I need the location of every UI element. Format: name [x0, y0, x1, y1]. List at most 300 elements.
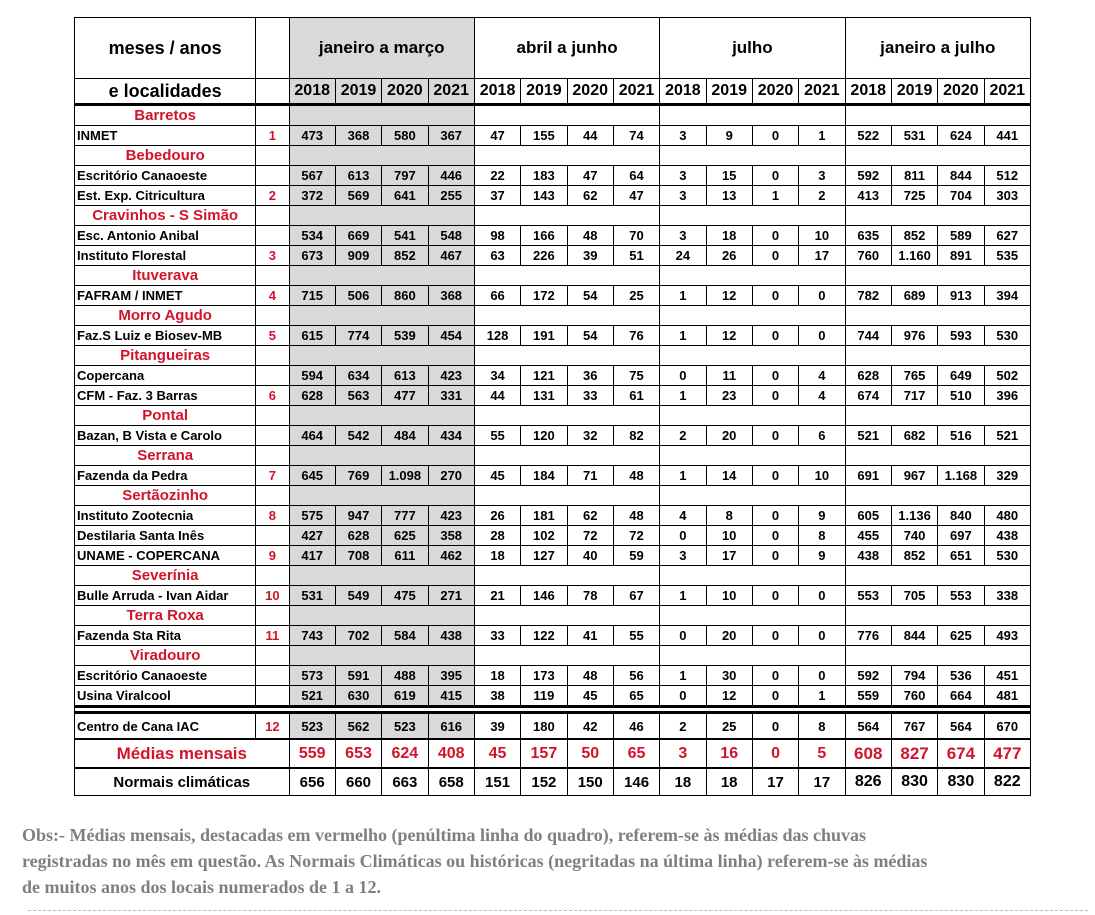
value-cell: 559 [289, 739, 335, 768]
value-cell: 523 [382, 713, 428, 740]
climate-normals-row [75, 768, 1031, 796]
value-cell: 25 [706, 713, 752, 740]
value-cell: 67 [613, 586, 659, 606]
value-cell: 976 [891, 326, 937, 346]
value-cell: 769 [335, 466, 381, 486]
value-cell: 1 [799, 686, 845, 707]
value-cell: 624 [382, 739, 428, 768]
value-cell: 30 [706, 666, 752, 686]
value-cell: 651 [938, 546, 984, 566]
value-cell: 0 [752, 546, 798, 566]
value-cell: 663 [382, 768, 428, 796]
region-blank-cell [660, 146, 845, 166]
value-cell: 39 [567, 246, 613, 266]
value-cell: 14 [706, 466, 752, 486]
value-cell: 395 [428, 666, 474, 686]
station-number [256, 666, 289, 686]
region-blank-cell [845, 146, 1030, 166]
value-cell: 172 [521, 286, 567, 306]
region-blank-cell [289, 266, 474, 286]
value-cell: 564 [845, 713, 891, 740]
value-cell: 584 [382, 626, 428, 646]
value-cell: 150 [567, 768, 613, 796]
region-num-blank [256, 105, 289, 126]
value-cell: 0 [752, 246, 798, 266]
value-cell: 48 [567, 666, 613, 686]
station-number: 9 [256, 546, 289, 566]
region-num-blank [256, 406, 289, 426]
region-name: Barretos [75, 105, 256, 126]
value-cell: 774 [335, 326, 381, 346]
value-cell: 72 [613, 526, 659, 546]
value-cell: 131 [521, 386, 567, 406]
header-localities: e localidades [75, 79, 256, 105]
value-cell: 635 [845, 226, 891, 246]
value-cell: 331 [428, 386, 474, 406]
region-name: Viradouro [75, 646, 256, 666]
value-cell: 717 [891, 386, 937, 406]
value-cell: 488 [382, 666, 428, 686]
region-blank-cell [289, 206, 474, 226]
value-cell: 794 [891, 666, 937, 686]
value-cell: 51 [613, 246, 659, 266]
station-number [256, 166, 289, 186]
value-cell: 530 [984, 546, 1030, 566]
value-cell: 0 [799, 626, 845, 646]
value-cell: 18 [706, 768, 752, 796]
value-cell: 5 [799, 739, 845, 768]
value-cell: 9 [799, 546, 845, 566]
value-cell: 181 [521, 506, 567, 526]
value-cell: 765 [891, 366, 937, 386]
header-year-cell: 2021 [984, 79, 1030, 105]
value-cell: 102 [521, 526, 567, 546]
value-cell: 1.098 [382, 466, 428, 486]
value-cell: 1 [660, 326, 706, 346]
station-number: 11 [256, 626, 289, 646]
value-cell: 691 [845, 466, 891, 486]
region-blank-cell [845, 306, 1030, 326]
value-cell: 510 [938, 386, 984, 406]
table-row [75, 586, 1031, 606]
table-row [75, 546, 1031, 566]
value-cell: 184 [521, 466, 567, 486]
value-cell: 3 [660, 739, 706, 768]
value-cell: 368 [428, 286, 474, 306]
value-cell: 37 [474, 186, 520, 206]
region-row [75, 446, 1031, 466]
value-cell: 16 [706, 739, 752, 768]
value-cell: 649 [938, 366, 984, 386]
region-blank-cell [660, 406, 845, 426]
value-cell: 45 [567, 686, 613, 707]
region-row [75, 346, 1031, 366]
table-row [75, 186, 1031, 206]
value-cell: 605 [845, 506, 891, 526]
header-year-cell: 2018 [289, 79, 335, 105]
region-blank-cell [660, 306, 845, 326]
region-row [75, 146, 1031, 166]
value-cell: 18 [474, 666, 520, 686]
value-cell: 54 [567, 286, 613, 306]
value-cell: 548 [428, 226, 474, 246]
value-cell: 0 [799, 586, 845, 606]
station-name: Destilaria Santa Inês [75, 526, 256, 546]
value-cell: 660 [335, 768, 381, 796]
value-cell: 122 [521, 626, 567, 646]
station-name: Bazan, B Vista e Carolo [75, 426, 256, 446]
page-cut-line [28, 910, 1088, 915]
value-cell: 166 [521, 226, 567, 246]
value-cell: 592 [845, 166, 891, 186]
value-cell: 567 [289, 166, 335, 186]
value-cell: 15 [706, 166, 752, 186]
station-number [256, 426, 289, 446]
header-num-blank-2 [256, 79, 289, 105]
value-cell: 531 [289, 586, 335, 606]
value-cell: 473 [289, 126, 335, 146]
value-cell: 394 [984, 286, 1030, 306]
region-name: Sertãozinho [75, 486, 256, 506]
value-cell: 415 [428, 686, 474, 707]
value-cell: 697 [938, 526, 984, 546]
value-cell: 2 [799, 186, 845, 206]
station-number [256, 226, 289, 246]
value-cell: 64 [613, 166, 659, 186]
station-name: UNAME - COPERCANA [75, 546, 256, 566]
value-cell: 534 [289, 226, 335, 246]
value-cell: 613 [335, 166, 381, 186]
value-cell: 56 [613, 666, 659, 686]
region-row [75, 606, 1031, 626]
header-year-cell: 2021 [799, 79, 845, 105]
value-cell: 446 [428, 166, 474, 186]
table-row [75, 666, 1031, 686]
station-number: 1 [256, 126, 289, 146]
value-cell: 17 [799, 246, 845, 266]
value-cell: 740 [891, 526, 937, 546]
header-row-years [75, 79, 1031, 105]
value-cell: 760 [891, 686, 937, 707]
value-cell: 22 [474, 166, 520, 186]
rainfall-table-wrapper [74, 17, 1031, 796]
value-cell: 48 [567, 226, 613, 246]
region-name: Cravinhos - S Simão [75, 206, 256, 226]
station-name: Instituto Zootecnia [75, 506, 256, 526]
region-blank-cell [660, 346, 845, 366]
value-cell: 40 [567, 546, 613, 566]
value-cell: 20 [706, 426, 752, 446]
value-cell: 71 [567, 466, 613, 486]
value-cell: 1.136 [891, 506, 937, 526]
value-cell: 61 [613, 386, 659, 406]
region-num-blank [256, 206, 289, 226]
value-cell: 673 [289, 246, 335, 266]
centro-name: Centro de Cana IAC [75, 713, 256, 740]
value-cell: 611 [382, 546, 428, 566]
value-cell: 628 [845, 366, 891, 386]
value-cell: 743 [289, 626, 335, 646]
value-cell: 777 [382, 506, 428, 526]
value-cell: 438 [428, 626, 474, 646]
value-cell: 127 [521, 546, 567, 566]
header-year-cell: 2021 [613, 79, 659, 105]
value-cell: 506 [335, 286, 381, 306]
header-year-cell: 2020 [938, 79, 984, 105]
region-blank-cell [474, 606, 659, 626]
value-cell: 24 [660, 246, 706, 266]
table-row [75, 366, 1031, 386]
value-cell: 564 [938, 713, 984, 740]
table-row [75, 126, 1031, 146]
station-name: Escritório Canaoeste [75, 666, 256, 686]
value-cell: 338 [984, 586, 1030, 606]
value-cell: 563 [335, 386, 381, 406]
table-row [75, 506, 1031, 526]
value-cell: 522 [845, 126, 891, 146]
header-year-cell: 2020 [752, 79, 798, 105]
region-blank-cell [289, 306, 474, 326]
value-cell: 180 [521, 713, 567, 740]
region-name: Morro Agudo [75, 306, 256, 326]
value-cell: 467 [428, 246, 474, 266]
region-blank-cell [289, 566, 474, 586]
value-cell: 18 [706, 226, 752, 246]
value-cell: 3 [660, 126, 706, 146]
value-cell: 0 [752, 586, 798, 606]
station-number: 4 [256, 286, 289, 306]
value-cell: 580 [382, 126, 428, 146]
value-cell: 155 [521, 126, 567, 146]
value-cell: 33 [567, 386, 613, 406]
table-row [75, 686, 1031, 707]
region-blank-cell [845, 486, 1030, 506]
station-number: 5 [256, 326, 289, 346]
region-blank-cell [845, 566, 1030, 586]
value-cell: 844 [891, 626, 937, 646]
region-row [75, 646, 1031, 666]
station-name: Faz.S Luiz e Biosev-MB [75, 326, 256, 346]
region-name: Serrana [75, 446, 256, 466]
header-year-cell: 2019 [706, 79, 752, 105]
region-blank-cell [660, 646, 845, 666]
header-year-cell: 2021 [428, 79, 474, 105]
value-cell: 23 [706, 386, 752, 406]
header-year-cell: 2020 [382, 79, 428, 105]
value-cell: 38 [474, 686, 520, 707]
value-cell: 592 [845, 666, 891, 686]
value-cell: 157 [521, 739, 567, 768]
value-cell: 840 [938, 506, 984, 526]
header-year-cell: 2019 [335, 79, 381, 105]
region-blank-cell [845, 406, 1030, 426]
value-cell: 0 [752, 626, 798, 646]
value-cell: 48 [613, 466, 659, 486]
region-num-blank [256, 266, 289, 286]
value-cell: 3 [660, 166, 706, 186]
value-cell: 715 [289, 286, 335, 306]
value-cell: 860 [382, 286, 428, 306]
region-name: Severínia [75, 566, 256, 586]
value-cell: 66 [474, 286, 520, 306]
value-cell: 549 [335, 586, 381, 606]
value-cell: 909 [335, 246, 381, 266]
value-cell: 74 [613, 126, 659, 146]
value-cell: 627 [984, 226, 1030, 246]
value-cell: 0 [752, 466, 798, 486]
value-cell: 830 [938, 768, 984, 796]
value-cell: 54 [567, 326, 613, 346]
table-row [75, 626, 1031, 646]
value-cell: 0 [752, 286, 798, 306]
value-cell: 760 [845, 246, 891, 266]
value-cell: 725 [891, 186, 937, 206]
station-number: 10 [256, 586, 289, 606]
value-cell: 702 [335, 626, 381, 646]
value-cell: 462 [428, 546, 474, 566]
value-cell: 541 [382, 226, 428, 246]
value-cell: 797 [382, 166, 428, 186]
value-cell: 65 [613, 686, 659, 707]
value-cell: 36 [567, 366, 613, 386]
table-row [75, 326, 1031, 346]
station-number [256, 366, 289, 386]
value-cell: 423 [428, 366, 474, 386]
region-blank-cell [660, 486, 845, 506]
region-blank-cell [845, 105, 1030, 126]
region-blank-cell [474, 346, 659, 366]
value-cell: 0 [752, 226, 798, 246]
region-row [75, 566, 1031, 586]
region-blank-cell [845, 446, 1030, 466]
value-cell: 34 [474, 366, 520, 386]
header-year-cell: 2019 [891, 79, 937, 105]
value-cell: 26 [706, 246, 752, 266]
region-blank-cell [660, 446, 845, 466]
value-cell: 303 [984, 186, 1030, 206]
value-cell: 744 [845, 326, 891, 346]
value-cell: 782 [845, 286, 891, 306]
value-cell: 62 [567, 186, 613, 206]
value-cell: 11 [706, 366, 752, 386]
station-name: Est. Exp. Citricultura [75, 186, 256, 206]
station-name: Escritório Canaoeste [75, 166, 256, 186]
value-cell: 9 [799, 506, 845, 526]
value-cell: 708 [335, 546, 381, 566]
value-cell: 539 [382, 326, 428, 346]
region-blank-cell [289, 406, 474, 426]
region-num-blank [256, 146, 289, 166]
table-row [75, 386, 1031, 406]
station-name: Instituto Florestal [75, 246, 256, 266]
value-cell: 271 [428, 586, 474, 606]
value-cell: 98 [474, 226, 520, 246]
value-cell: 44 [474, 386, 520, 406]
value-cell: 593 [938, 326, 984, 346]
value-cell: 70 [613, 226, 659, 246]
value-cell: 562 [335, 713, 381, 740]
value-cell: 270 [428, 466, 474, 486]
value-cell: 4 [660, 506, 706, 526]
value-cell: 8 [799, 526, 845, 546]
value-cell: 826 [845, 768, 891, 796]
header-group-jan-jul: janeiro a julho [845, 18, 1030, 79]
value-cell: 1 [752, 186, 798, 206]
value-cell: 634 [335, 366, 381, 386]
value-cell: 1 [660, 666, 706, 686]
header-months-years: meses / anos [75, 18, 256, 79]
region-blank-cell [845, 646, 1030, 666]
value-cell: 358 [428, 526, 474, 546]
region-name: Ituverava [75, 266, 256, 286]
value-cell: 704 [938, 186, 984, 206]
table-row [75, 526, 1031, 546]
region-blank-cell [289, 486, 474, 506]
value-cell: 0 [799, 326, 845, 346]
value-cell: 78 [567, 586, 613, 606]
value-cell: 33 [474, 626, 520, 646]
value-cell: 616 [428, 713, 474, 740]
value-cell: 477 [984, 739, 1030, 768]
region-row [75, 306, 1031, 326]
value-cell: 521 [845, 426, 891, 446]
header-year-cell: 2018 [845, 79, 891, 105]
value-cell: 481 [984, 686, 1030, 707]
value-cell: 464 [289, 426, 335, 446]
value-cell: 0 [799, 666, 845, 686]
value-cell: 455 [845, 526, 891, 546]
value-cell: 119 [521, 686, 567, 707]
region-blank-cell [845, 266, 1030, 286]
value-cell: 2 [660, 713, 706, 740]
value-cell: 55 [613, 626, 659, 646]
value-cell: 967 [891, 466, 937, 486]
value-cell: 438 [984, 526, 1030, 546]
value-cell: 8 [706, 506, 752, 526]
region-blank-cell [289, 146, 474, 166]
monthly-averages-label: Médias mensais [75, 739, 290, 768]
value-cell: 1 [660, 466, 706, 486]
value-cell: 573 [289, 666, 335, 686]
value-cell: 76 [613, 326, 659, 346]
rainfall-table [74, 17, 1031, 796]
region-blank-cell [474, 486, 659, 506]
value-cell: 530 [984, 326, 1030, 346]
region-name: Terra Roxa [75, 606, 256, 626]
value-cell: 3 [660, 186, 706, 206]
region-blank-cell [660, 566, 845, 586]
header-year-cell: 2020 [567, 79, 613, 105]
value-cell: 372 [289, 186, 335, 206]
value-cell: 48 [613, 506, 659, 526]
value-cell: 4 [799, 366, 845, 386]
value-cell: 844 [938, 166, 984, 186]
value-cell: 396 [984, 386, 1030, 406]
value-cell: 624 [938, 126, 984, 146]
value-cell: 146 [613, 768, 659, 796]
value-cell: 3 [660, 226, 706, 246]
value-cell: 0 [752, 713, 798, 740]
region-blank-cell [289, 606, 474, 626]
value-cell: 50 [567, 739, 613, 768]
header-year-cell: 2019 [521, 79, 567, 105]
value-cell: 531 [891, 126, 937, 146]
value-cell: 664 [938, 686, 984, 707]
region-blank-cell [474, 146, 659, 166]
value-cell: 18 [474, 546, 520, 566]
value-cell: 0 [752, 326, 798, 346]
value-cell: 28 [474, 526, 520, 546]
